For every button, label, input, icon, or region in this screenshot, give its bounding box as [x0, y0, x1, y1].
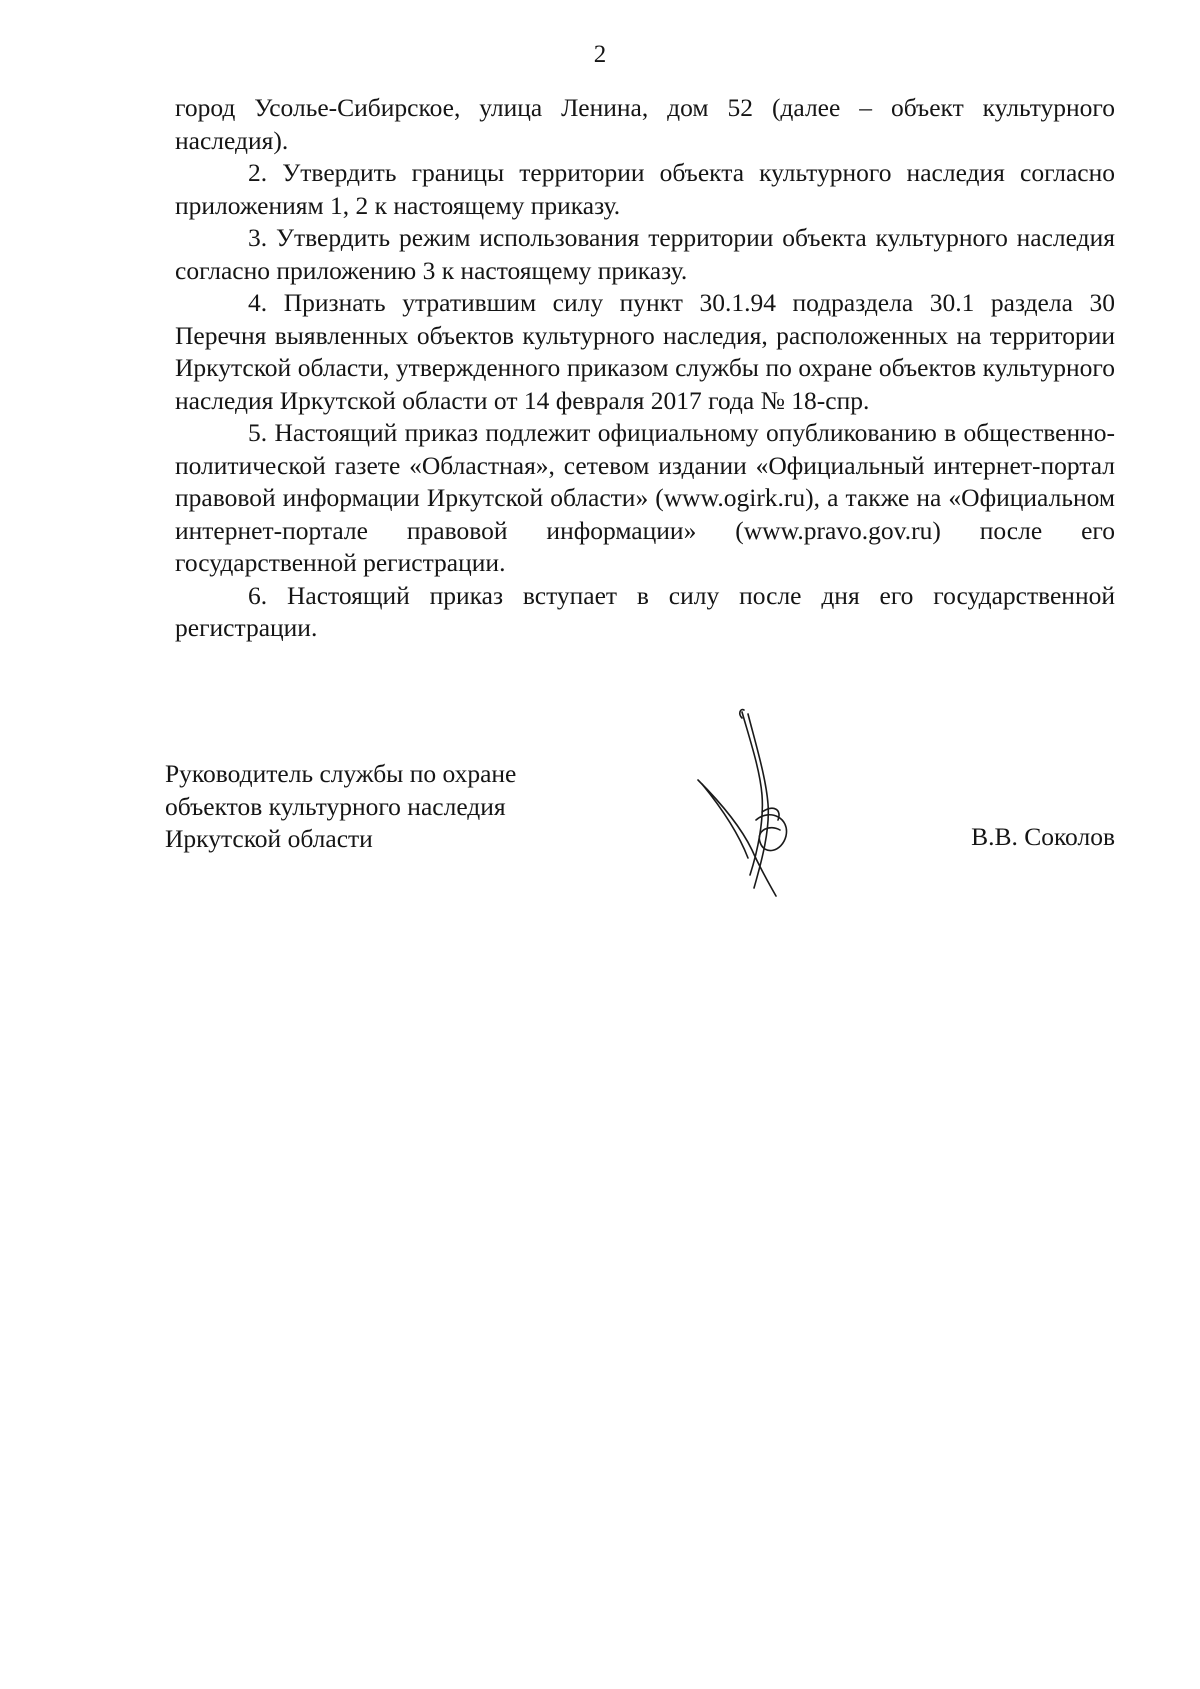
page-number: 2 [593, 41, 607, 68]
signer-title [165, 758, 725, 856]
signer-title-line-3: Иркутской области [165, 824, 373, 853]
signer-name: В.В. Соколов [971, 822, 1115, 851]
paragraph-item-3: 3. Утвердить режим использования территории объекта культурного наследия согласно приложению 3 к настоящему приказу. [175, 223, 1115, 285]
signature-block [165, 758, 1115, 918]
paragraph-item-5: 5. Настоящий приказ подлежит официальному опубликованию в общественно-политической газете «Областная», сетевом издании «Официальный интернет-портал правовой информации Иркутской области» (www.ogirk.ru), а также на «Официальном интернет-портале правовой информации» (www.pravo.gov.ru) после его государственной регистрации. [175, 418, 1115, 577]
document-body [175, 92, 1115, 645]
paragraph-1-continuation: город Усолье-Сибирское, улица Ленина, дом 52 (далее – объект культурного наследия). [175, 93, 1115, 155]
handwritten-signature [690, 700, 830, 900]
signer-title-line-1: Руководитель службы по охране [165, 759, 517, 788]
paragraph-item-6: 6. Настоящий приказ вступает в силу после дня его государственной регистрации. [175, 580, 1115, 642]
paragraph-item-2: 2. Утвердить границы территории объекта культурного наследия согласно приложениям 1, 2 к настоящему приказу. [175, 158, 1115, 220]
paragraph-item-4: 4. Признать утратившим силу пункт 30.1.94 подраздела 30.1 раздела 30 Перечня выявленных объектов культурного наследия, расположенных на территории Иркутской области, утвержденного приказом службы по охране объектов культурного наследия Иркутской области от 14 февраля 2017 года № 18-спр. [175, 288, 1115, 415]
signer-title-line-2: объектов культурного наследия [165, 791, 506, 821]
